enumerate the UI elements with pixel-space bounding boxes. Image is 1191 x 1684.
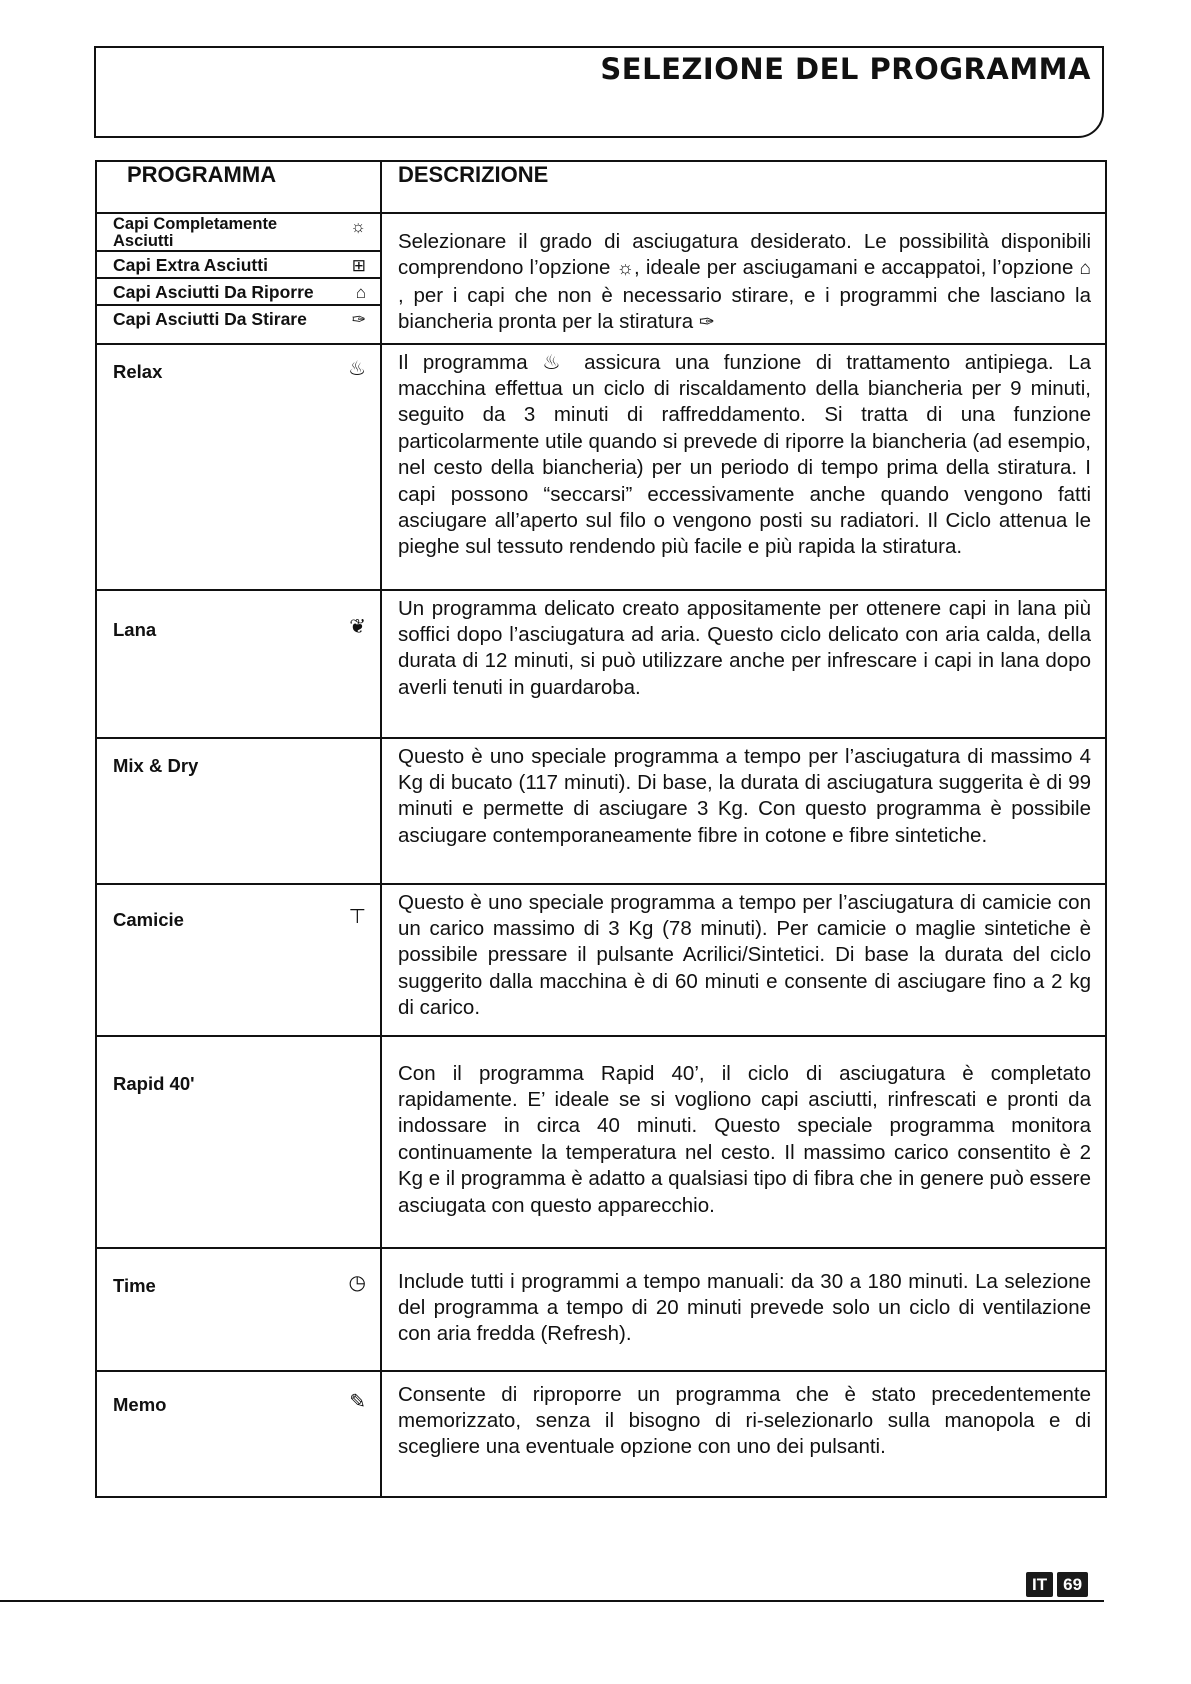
table-row-dryness [96, 213, 1106, 344]
program-capi-asciutti-da-riporre: Capi Asciutti Da Riporre ⌂ [97, 279, 380, 306]
program-camicie: Camicie ⊤ [96, 884, 381, 1036]
program-capi-completamente-asciutti: Capi Completamente Asciutti ☼ [97, 214, 380, 252]
description-mix-dry: Questo è uno speciale programma a tempo per l’asciugatura di massimo 4 Kg di bucato (117 minuti). Di base, la durata di asciugatura suggerita è di 99 minuti e permette di asciugare 3 Kg. Con questo programma è possibile asciugare contemporaneamente fibre in cotone e fibre sintetiche. [381, 738, 1106, 884]
table-row-lana [96, 590, 1106, 738]
description-camicie: Questo è uno speciale programma a tempo per l’asciugatura di camicie con un carico massimo di 3 Kg (78 minuti). Per camicie o maglie sintetiche è possibile pressare il pulsante Acrilici/Sintetici. Di base la durata del ciclo suggerito dalla macchina è di 60 minuti e consente di asciugare fino a 2 kg di carico. [381, 884, 1106, 1036]
program-capi-extra-asciutti: Capi Extra Asciutti ⊞ [97, 252, 380, 279]
program-capi-asciutti-da-stirare: Capi Asciutti Da Stirare ✑ [113, 309, 366, 329]
program-relax: Relax ♨ [96, 344, 381, 590]
table-row-mix-dry [96, 738, 1106, 884]
column-header-descrizione: DESCRIZIONE [381, 161, 1106, 213]
dryness-options-cell [96, 213, 381, 344]
description-time: Include tutti i programmi a tempo manuali: da 30 a 180 minuti. La selezione del programma a tempo di 20 minuti prevede solo un ciclo di ventilazione con aria fredda (Refresh). [381, 1248, 1106, 1371]
language-badge: IT [1026, 1572, 1053, 1597]
description-rapid-40: Con il programma Rapid 40’, il ciclo di asciugatura è completato rapidamente. E’ ideale se si vogliono capi asciutti, rinfrescati e pronti da indossare in circa 40 minuti. Questo speciale programma monitora continuamente la temperatura nel cesto. Il massimo carico consentito è 2 Kg e il programma è adatto a qualsiasi tipo di fibra che in genere può essere asciugata con questo apparecchio. [381, 1036, 1106, 1248]
box-icon: ⊞ [351, 256, 366, 275]
iron-icon: ✑ [698, 312, 715, 334]
table-row-relax [96, 344, 1106, 590]
hanger-icon: ⌂ [1079, 258, 1091, 280]
program-rapid-40: Rapid 40' [96, 1036, 381, 1248]
pin-icon: ✎ [349, 1390, 366, 1413]
program-time: Time ◷ [96, 1248, 381, 1371]
description-lana: Un programma delicato creato appositamente per ottenere capi in lana più soffici dopo l’asciugatura ad aria. Questo ciclo delicato con aria calda, della durata di 12 minuti, si può utilizzare anche per infrescare i capi in lana dopo averli tenuti in guardaroba. [381, 590, 1106, 738]
table-row-rapid-40 [96, 1036, 1106, 1248]
description-relax: Il programma ♨ assicura una funzione di trattamento antipiega. La macchina effettua un ciclo di riscaldamento della biancheria per 9 minuti, seguito da 3 minuti di raffreddamento. Si tratta di una funzione particolarmente utile quando si prevede di riporre la biancheria (ad esempio, nel cesto della biancheria) per un periodo di tempo prima della stiratura. I capi possono “seccarsi” eccessivamente anche quando vengono fatti asciugare all’aperto sul filo o vengono posti su radiatori. Il Ciclo attenua le pieghe sul tessuto rendendo più facile e più rapida la stiratura. [381, 344, 1106, 590]
table-header-row [96, 161, 1106, 213]
table-row-camicie [96, 884, 1106, 1036]
footer-rule [0, 1600, 1104, 1602]
wool-icon: ❦ [349, 615, 366, 638]
sun-icon: ☼ [350, 217, 366, 236]
table-row-memo [96, 1371, 1106, 1497]
program-lana: Lana ❦ [96, 590, 381, 738]
column-header-programma: PROGRAMMA [96, 161, 381, 213]
page-footer [1026, 1572, 1088, 1597]
relax-icon: ♨ [348, 357, 366, 380]
table-row-time [96, 1248, 1106, 1371]
description-memo: Consente di riproporre un programma che è stato precedentemente memorizzato, senza il bisogno di ri-selezionarlo sulla manopola e di scegliere una eventuale opzione con uno dei pulsanti. [381, 1371, 1106, 1497]
program-table [95, 160, 1107, 1498]
hanger-icon: ⌂ [355, 283, 366, 302]
dryness-description: Selezionare il grado di asciugatura desiderato. Le possibilità disponibili comprendono l’opzione ☼, ideale per asciugamani e accappatoi, l’opzione ⌂ , per i capi che non è necessario stirare, e i programmi che lasciano la biancheria pronta per la stiratura ✑ [381, 213, 1106, 344]
program-mix-dry: Mix & Dry [96, 738, 381, 884]
clock-icon: ◷ [348, 1271, 366, 1294]
program-memo: Memo ✎ [96, 1371, 381, 1497]
shirt-icon: ⊤ [348, 905, 366, 928]
iron-icon: ✑ [351, 310, 366, 329]
page-number: 69 [1057, 1572, 1088, 1597]
sun-icon: ☼ [616, 258, 635, 280]
page-title: SELEZIONE DEL PROGRAMMA [600, 52, 1091, 86]
